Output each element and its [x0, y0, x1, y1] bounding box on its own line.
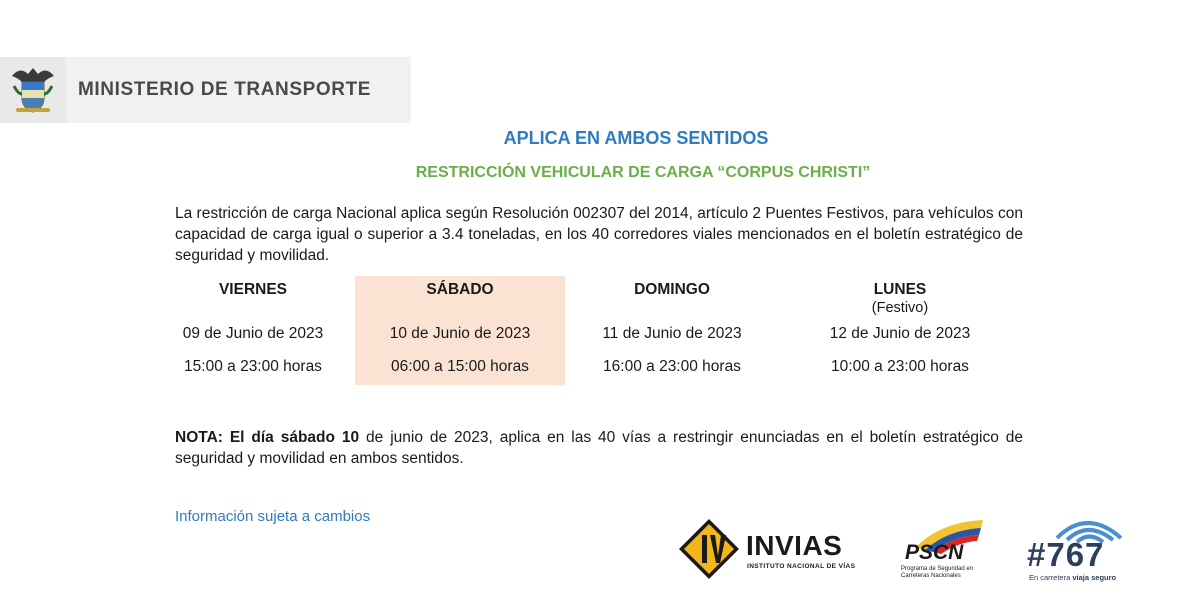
- ministry-title: MINISTERIO DE TRANSPORTE: [78, 79, 372, 100]
- invias-wordmark: INVIAS: [746, 530, 843, 561]
- line-767-logo: [1025, 514, 1135, 584]
- coat-of-arms-icon: [8, 64, 58, 116]
- pscn-logo: [895, 518, 990, 580]
- note-bold: NOTA: El día sábado 10: [175, 429, 360, 446]
- note-text: de junio de 2023, aplica en las 40 vías a restringir enunciadas en el boletín estratégico de seguridad y movilidad en ambos sentidos.: [175, 429, 1023, 467]
- pscn-subtitle-2: Carreteras Nacionales: [901, 573, 961, 579]
- hours-monday: 10:00 a 23:00 horas: [831, 358, 969, 375]
- pscn-subtitle-1: Programa de Seguridad en: [901, 566, 974, 572]
- invias-diamond-icon: [678, 518, 740, 580]
- line-767-slogan-prefix: En carretera: [1029, 573, 1073, 582]
- day-header-saturday: SÁBADO: [426, 281, 494, 298]
- date-saturday: 10 de Junio de 2023: [389, 325, 531, 342]
- page-subtitle: RESTRICCIÓN VEHICULAR DE CARGA “CORPUS CHRISTI”: [415, 164, 871, 181]
- hours-saturday: 06:00 a 15:00 horas: [391, 358, 529, 375]
- intro-paragraph: La restricción de carga Nacional aplica según Resolución 002307 del 2014, artículo 2 Puentes Festivos, para vehículos con capacidad de carga igual o superior a 3.4 toneladas, en los 40 corredores viales mencionados en el boletín estratégico de seguridad y movilidad.: [175, 205, 1023, 264]
- line-767-slogan: [1029, 573, 1116, 582]
- day-header-friday: VIERNES: [218, 281, 288, 298]
- date-monday: 12 de Junio de 2023: [829, 325, 971, 342]
- hours-friday: 15:00 a 23:00 horas: [184, 358, 322, 375]
- date-friday: 09 de Junio de 2023: [182, 325, 324, 342]
- invias-logo: [678, 518, 856, 580]
- line-767-number: #767: [1027, 536, 1105, 573]
- note-paragraph: [175, 427, 1023, 469]
- day-header-monday: LUNES: [873, 281, 927, 298]
- pscn-wordmark: PSCN: [905, 541, 964, 564]
- invias-subtitle: INSTITUTO NACIONAL DE VÍAS: [747, 563, 856, 570]
- disclaimer: Información sujeta a cambios: [175, 508, 371, 525]
- hours-sunday: 16:00 a 23:00 horas: [603, 358, 741, 375]
- monday-holiday-note: (Festivo): [871, 300, 929, 316]
- day-header-sunday: DOMINGO: [634, 281, 710, 298]
- date-sunday: 11 de Junio de 2023: [602, 325, 742, 342]
- page-title: APLICA EN AMBOS SENTIDOS: [503, 128, 769, 148]
- line-767-slogan-bold: viaja seguro: [1072, 573, 1117, 582]
